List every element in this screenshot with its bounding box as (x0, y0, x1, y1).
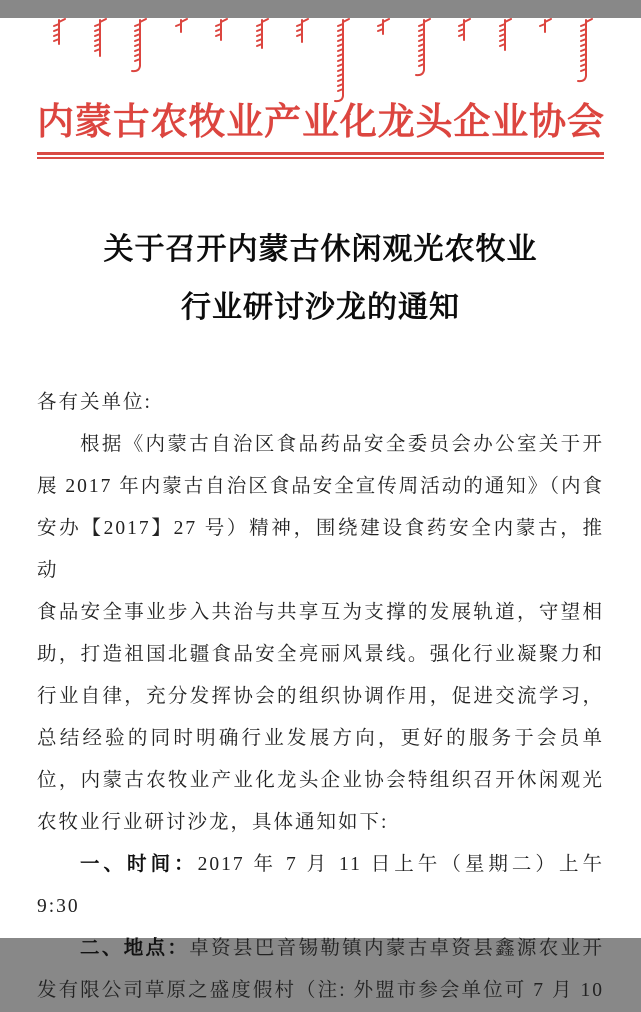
mongolian-word-glyph (373, 18, 391, 44)
mongolian-word-glyph (414, 18, 432, 80)
body-line: 食品安全事业步入共治与共享互为支撑的发展轨道，守望相 (37, 602, 604, 623)
mongolian-word-glyph (292, 18, 310, 52)
notice-title-line-2: 行业研讨沙龙的通知 (181, 291, 460, 324)
mongolian-word-glyph (211, 18, 229, 50)
body-line: 位，内蒙古农牧业产业化龙头企业协会特组织召开休闲观光 (37, 770, 604, 791)
mongolian-word-glyph (454, 18, 472, 50)
notice-title-line-1: 关于召开内蒙古休闲观光农牧业 (103, 233, 538, 266)
body-line: 二、地点：卓资县巴音锡勒镇内蒙古卓资县鑫源农业开 (80, 938, 604, 959)
notice-document-page (0, 18, 641, 1001)
body-line: 安办【2017】27 号）精神，围绕建设食药安全内蒙古，推动 (37, 518, 604, 581)
letterhead-double-rule (37, 152, 604, 159)
body-line: 一、时间：2017 年 7 月 11 日上午（星期二）上午 9:30 (37, 854, 604, 917)
mongolian-word-glyph (495, 18, 513, 60)
organization-name-heading: 内蒙古农牧业产业化龙头企业协会 (37, 102, 604, 143)
body-line: 发有限公司草原之盛度假村（注: 外盟市参会单位可 7 月 10 (37, 980, 604, 1001)
salutation: 各有关单位: (37, 392, 152, 413)
page-content (0, 18, 641, 1012)
mongolian-word-glyph (171, 18, 189, 42)
mongolian-word-glyph (49, 18, 67, 54)
body-line: 行业自律，充分发挥协会的组织协调作用，促进交流学习， (37, 686, 604, 707)
line-bold-label: 二、地点： (80, 938, 190, 959)
body-line: 助，打造祖国北疆食品安全亮丽风景线。强化行业凝聚力和 (37, 644, 604, 665)
body-lines (37, 424, 604, 1012)
mongolian-word-glyph (333, 18, 351, 106)
mongolian-word-glyph (130, 18, 148, 76)
mongolian-script-banner (37, 18, 604, 98)
body-line: 展 2017 年内蒙古自治区食品安全宣传周活动的通知》（内食 (37, 476, 605, 497)
mongolian-word-glyph (535, 18, 553, 42)
notice-title (37, 221, 604, 337)
mongolian-word-glyph (252, 18, 270, 58)
body-line: 农牧业行业研讨沙龙，具体通知如下: (37, 812, 389, 833)
mongolian-word-glyph (576, 18, 594, 86)
notice-body (37, 382, 604, 1012)
body-line: 总结经验的同时明确行业发展方向，更好的服务于会员单 (37, 728, 604, 749)
body-line: 根据《内蒙古自治区食品药品安全委员会办公室关于开 (80, 434, 604, 455)
mongolian-word-glyph (90, 18, 108, 66)
line-bold-label: 一、时间： (80, 854, 198, 875)
